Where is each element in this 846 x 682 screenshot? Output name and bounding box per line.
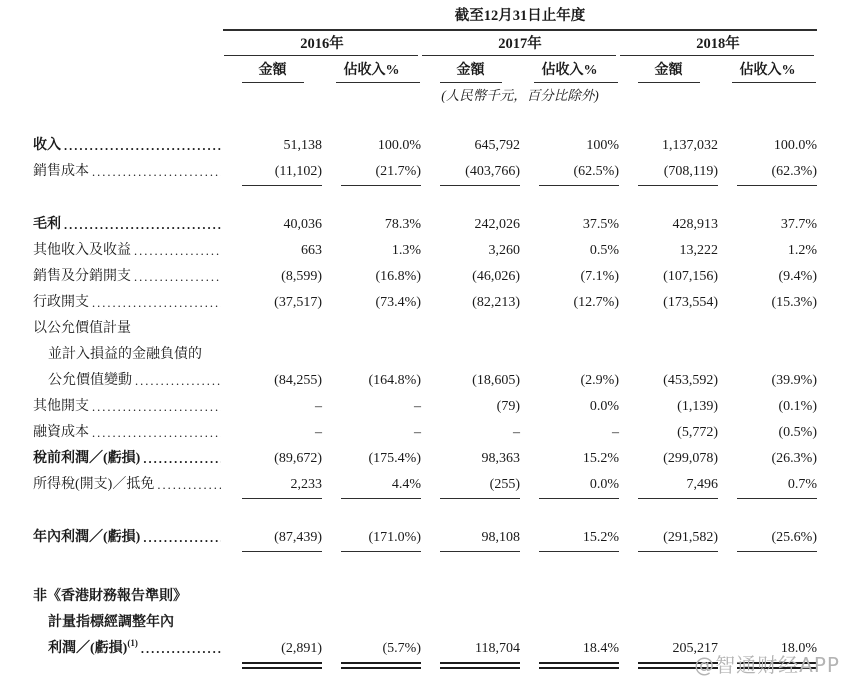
cell: (25.6%) [771,530,817,545]
leader-dots [92,394,221,420]
cell: 98,363 [481,451,520,466]
table-row-other-expenses [33,394,817,420]
cell: 1.2% [787,243,817,258]
leader-dots [64,212,221,238]
cell: – [612,425,619,440]
section-underline [33,551,817,560]
leader-dots [92,290,221,316]
amount-header: 金額 [654,63,683,78]
table-row-profit-for-year [33,525,817,551]
leader-dots [135,368,221,394]
leader-dots [134,264,221,290]
leader-dots [141,636,221,662]
year-label-2018: 2018年 [696,36,740,52]
cell: (8,599) [281,269,322,284]
cell: 663 [301,243,322,258]
cell: 100.0% [773,138,817,153]
row-label: 所得稅(開支)／抵免 ..... [33,472,223,498]
table-row-revenue [33,133,817,159]
row-label: 稅前利潤／(虧損) ..... [33,446,223,472]
cell: (87,439) [274,530,322,545]
subheader-underlines [33,82,817,85]
cell: (5,772) [677,425,718,440]
table-row-non-hkfrs-caption-1 [33,584,817,610]
cell: (299,078) [663,451,718,466]
table-row-income-tax [33,472,817,498]
row-label: 並計入損益的金融負債的 [48,347,202,362]
table-row-cost-of-sales [33,159,817,185]
cell: 205,217 [672,641,718,656]
row-label: 毛利 ..... [33,212,223,238]
cell: (15.3%) [771,295,817,310]
cell: 4.4% [391,477,421,492]
year-header-row [33,31,817,55]
cell: (11,102) [274,164,322,179]
row-label: 收入 ..... [33,133,223,159]
cell: 428,913 [672,217,718,232]
cell: (2.9%) [580,373,619,388]
table-title: 截至12月31日止年度 [454,8,586,24]
footnote-marker: (1) [127,638,138,648]
cell: 1.3% [391,243,421,258]
cell: (1,139) [677,399,718,414]
cell: (708,119) [663,164,718,179]
cell: (171.0%) [368,530,421,545]
units-note: (人民幣千元，百分比除外) [441,88,599,103]
cell: 37.7% [780,217,817,232]
cell: 98,108 [481,530,520,545]
table-row-fvtpl-caption-2 [33,342,817,368]
cell: (291,582) [663,530,718,545]
leader-dots [92,159,221,185]
cell: (16.8%) [375,269,421,284]
year-label-2017: 2017年 [498,36,542,52]
cell: (46,026) [472,269,520,284]
cell: 40,036 [283,217,322,232]
cell: – [414,425,421,440]
cell: 15.2% [582,451,619,466]
year-label-2016: 2016年 [300,36,344,52]
cell: 0.7% [787,477,817,492]
subheader-row [33,58,817,82]
cell: 37.5% [582,217,619,232]
leader-dots [143,446,221,472]
cell: 15.2% [582,530,619,545]
cell: (39.9%) [771,373,817,388]
cell: 100% [586,138,619,153]
cell: (9.4%) [778,269,817,284]
cell: 100.0% [377,138,421,153]
table-row-fvtpl-caption-1 [33,316,817,342]
cell: – [513,425,520,440]
table-row-other-income [33,238,817,264]
row-label: 銷售成本 ..... [33,159,223,185]
cell: (84,255) [274,373,322,388]
cell: (403,766) [465,164,520,179]
leader-dots [157,472,221,498]
cell: (2,891) [281,641,322,656]
cell: 18.4% [582,641,619,656]
row-label: 銷售及分銷開支 ..... [33,264,223,290]
table-row-profit-before-tax [33,446,817,472]
amount-header: 金額 [258,63,287,78]
table-row-fair-value-change [33,368,817,394]
leader-dots [134,238,221,264]
cell: (7.1%) [580,269,619,284]
watermark: @智通财经APP [694,653,840,677]
cell: (255) [489,477,520,492]
cell: (79) [496,399,520,414]
cell: (0.5%) [778,425,817,440]
cell: 2,233 [290,477,322,492]
cell: 1,137,032 [662,138,718,153]
cell: – [414,399,421,414]
row-label: 非《香港財務報告準則》 [33,589,187,604]
row-label: 計量指標經調整年內 [48,615,174,630]
cell: (5.7%) [382,641,421,656]
row-label: 其他開支 ..... [33,394,223,420]
cell: 18.0% [780,641,817,656]
cell: 0.0% [589,477,619,492]
cell: (62.5%) [573,164,619,179]
pct-of-revenue-header: 佔收入% [343,63,400,78]
section-underline [33,185,817,194]
cell: (62.3%) [771,164,817,179]
cell: – [315,399,322,414]
cell: (0.1%) [778,399,817,414]
cell: – [315,425,322,440]
row-label: 年內利潤／(虧損) ..... [33,525,223,551]
cell: (73.4%) [375,295,421,310]
cell: 13,222 [679,243,718,258]
cell: (82,213) [472,295,520,310]
cell: 0.0% [589,399,619,414]
cell: (175.4%) [368,451,421,466]
financial-summary-table [33,6,817,672]
cell: 0.5% [589,243,619,258]
cell: (107,156) [663,269,718,284]
cell: (21.7%) [375,164,421,179]
cell: 51,138 [283,138,322,153]
cell: (164.8%) [368,373,421,388]
table-row-gross-profit [33,212,817,238]
cell: 7,496 [686,477,718,492]
cell: 242,026 [474,217,520,232]
row-label: 其他收入及收益 ..... [33,238,223,264]
cell: (12.7%) [573,295,619,310]
leader-dots [64,133,221,159]
cell: 3,260 [488,243,520,258]
table-row-non-hkfrs-caption-2 [33,610,817,636]
pct-of-revenue-header: 佔收入% [739,63,796,78]
cell: (26.3%) [771,451,817,466]
table-row-selling-expenses [33,264,817,290]
cell: (89,672) [274,451,322,466]
amount-header: 金額 [456,63,485,78]
cell: (173,554) [663,295,718,310]
cell: 78.3% [384,217,421,232]
cell: (18,605) [472,373,520,388]
row-label: 行政開支 ..... [33,290,223,316]
row-label: 融資成本 ..... [33,420,223,446]
table-row-finance-costs [33,420,817,446]
cell: 645,792 [474,138,520,153]
section-underline [33,498,817,507]
leader-dots [92,420,221,446]
row-label: 以公允價值計量 [33,321,131,336]
cell: (37,517) [274,295,322,310]
row-label: 公允價值變動 ..... [33,368,223,394]
table-row-admin-expenses [33,290,817,316]
pct-of-revenue-header: 佔收入% [541,63,598,78]
cell: 118,704 [475,641,520,656]
cell: (453,592) [663,373,718,388]
row-label: 利潤／(虧損)$^{(1)}$ ..... [33,636,223,662]
leader-dots [143,525,221,551]
